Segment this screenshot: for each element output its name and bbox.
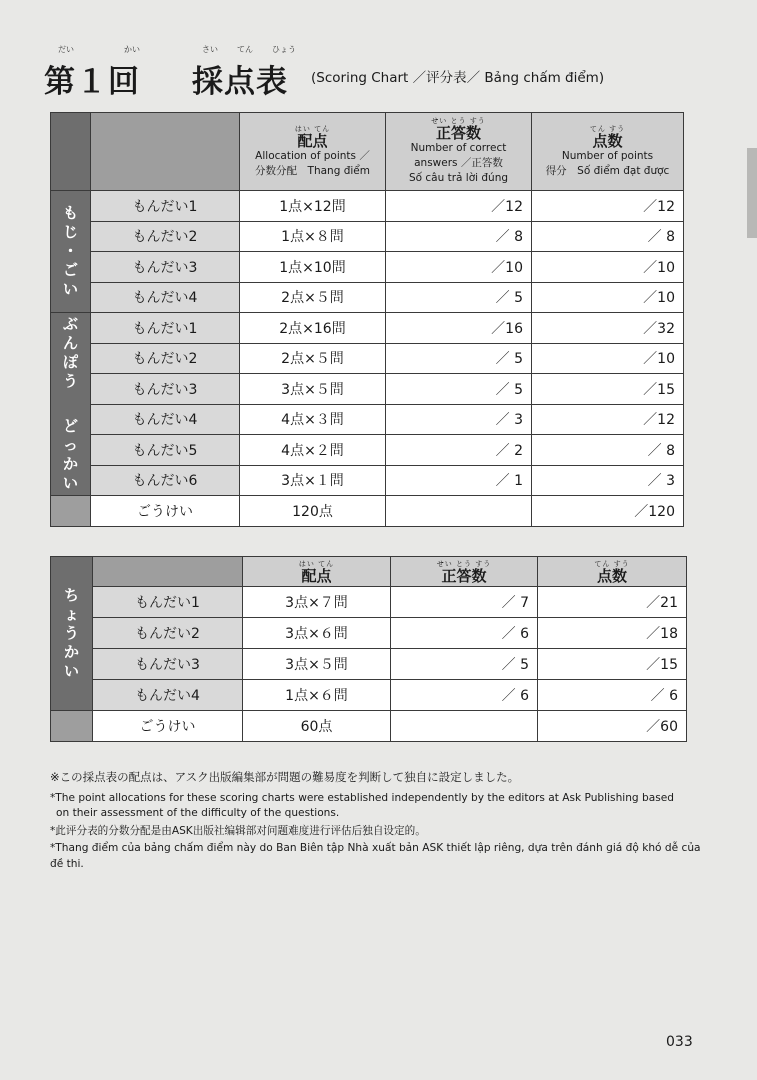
- scoring-table-2: [50, 556, 687, 742]
- table-row: [51, 649, 687, 680]
- row-points: ／12: [532, 191, 684, 222]
- table-row: [51, 435, 684, 466]
- total-allocation: 120点: [240, 496, 386, 527]
- table-row: [51, 465, 684, 496]
- header-sub: Number of correct: [410, 142, 507, 154]
- total-points: ／120: [532, 496, 684, 527]
- row-label: もんだい1: [91, 313, 240, 344]
- row-correct: ／ 5: [391, 649, 538, 680]
- row-label: もんだい3: [91, 374, 240, 405]
- row-points: ／21: [538, 587, 687, 618]
- category-char: い: [63, 662, 79, 680]
- row-allocation: 1点×８問: [240, 221, 386, 252]
- row-label: もんだい2: [93, 618, 243, 649]
- row-label: もんだい4: [93, 680, 243, 711]
- table1-corner-label: [91, 113, 240, 191]
- row-allocation: 4点×３問: [240, 404, 386, 435]
- header-sub: answers ／正答数: [414, 157, 503, 169]
- row-label: もんだい4: [91, 282, 240, 313]
- row-correct: ／ 1: [386, 465, 532, 496]
- row-allocation: 3点×６問: [243, 618, 391, 649]
- header-main: 正答数: [441, 566, 487, 585]
- header-ruby: てん すう: [594, 559, 630, 568]
- row-correct: ／16: [386, 313, 532, 344]
- header-main: 配点: [301, 566, 332, 585]
- row-correct: ／ 2: [386, 435, 532, 466]
- table-row: [51, 680, 687, 711]
- total-correct-blank: [386, 496, 532, 527]
- category-char: ご: [62, 261, 78, 279]
- header-main: 配点: [297, 131, 328, 150]
- table-row: [51, 404, 684, 435]
- row-correct: ／ 6: [391, 618, 538, 649]
- category-char: ぶ: [62, 315, 78, 333]
- header-ruby: せい とう すう: [431, 117, 486, 125]
- category-char: ど: [62, 417, 78, 435]
- table-row: [51, 343, 684, 374]
- note-english-line1: *The point allocations for these scoring charts were established independently by the editors at Ask Publishing based: [50, 791, 675, 804]
- page-edge-tab: [747, 148, 757, 238]
- row-allocation: 3点×７問: [243, 587, 391, 618]
- table2-total-row: [51, 711, 687, 742]
- category-bunpou-dokkai: [51, 313, 91, 496]
- row-points: ／10: [532, 252, 684, 283]
- category-char: か: [62, 455, 78, 473]
- header-sub: Allocation of points ／: [255, 149, 370, 162]
- category-char: か: [63, 643, 79, 661]
- row-points: ／15: [538, 649, 687, 680]
- row-label: もんだい3: [93, 649, 243, 680]
- row-points: ／12: [532, 404, 684, 435]
- header-main: 点数: [596, 566, 627, 585]
- row-points: ／15: [532, 374, 684, 405]
- category-char: じ: [62, 223, 78, 241]
- row-correct: ／ 8: [386, 221, 532, 252]
- row-allocation: 2点×５問: [240, 282, 386, 313]
- header-sub: 分数分配 Thang điểm: [255, 164, 370, 177]
- row-label: もんだい1: [91, 191, 240, 222]
- row-points: ／32: [532, 313, 684, 344]
- table2-corner-label: [93, 557, 243, 587]
- row-label: もんだい5: [91, 435, 240, 466]
- row-points: ／ 3: [532, 465, 684, 496]
- header-sub: Số câu trả lời đúng: [408, 172, 509, 184]
- table1-corner: [51, 113, 91, 191]
- title-round-number: 第１回: [44, 64, 140, 100]
- title-ruby-sai: さい: [202, 45, 218, 54]
- total-corner: [51, 711, 93, 742]
- title-main: 採点表: [192, 64, 288, 100]
- category-char: う: [62, 372, 78, 390]
- table-row: [51, 252, 684, 283]
- row-allocation: 1点×６問: [243, 680, 391, 711]
- table1-total-row: [51, 496, 684, 527]
- table1-header-points: [532, 113, 684, 191]
- total-corner: [51, 496, 91, 527]
- table1-header-allocation: [240, 113, 386, 191]
- row-label: もんだい2: [91, 343, 240, 374]
- table2-header-points: [538, 557, 687, 587]
- row-correct: ／ 3: [386, 404, 532, 435]
- category-moji-goi: [51, 191, 91, 313]
- row-allocation: 1点×10問: [240, 252, 386, 283]
- header-ruby: せい とう すう: [436, 559, 492, 568]
- total-correct-blank: [391, 711, 538, 742]
- row-correct: ／ 6: [391, 680, 538, 711]
- row-points: ／18: [538, 618, 687, 649]
- table-row: [51, 313, 684, 344]
- page-number: 033: [666, 1034, 693, 1050]
- row-allocation: 3点×５問: [240, 374, 386, 405]
- row-points: ／10: [532, 282, 684, 313]
- category-char: い: [62, 280, 78, 298]
- row-points: ／10: [532, 343, 684, 374]
- row-label: もんだい6: [91, 465, 240, 496]
- category-choukai: [51, 557, 93, 711]
- table1-header-row: [51, 113, 684, 191]
- row-label: もんだい1: [93, 587, 243, 618]
- total-label: ごうけい: [93, 711, 243, 742]
- header-ruby: はい てん: [294, 124, 331, 133]
- table-row: [51, 618, 687, 649]
- row-label: もんだい3: [91, 252, 240, 283]
- row-correct: ／ 5: [386, 343, 532, 374]
- header-ruby: はい てん: [298, 559, 335, 568]
- category-char: う: [63, 624, 79, 642]
- header-main: 正答数: [435, 124, 481, 142]
- table2-header-row: [51, 557, 687, 587]
- category-char: ょ: [63, 605, 79, 623]
- footnotes: [50, 770, 710, 875]
- table-row: [51, 374, 684, 405]
- row-points: ／ 8: [532, 435, 684, 466]
- category-char: ぽ: [62, 353, 78, 371]
- note-chinese: *此评分表的分数分配是由ASK出版社编辑部对问题难度进行评估后独自设定的。: [50, 824, 426, 837]
- category-char: ち: [63, 586, 79, 604]
- note-english-line2: on their assessment of the difficulty of the questions.: [56, 807, 340, 820]
- total-points: ／60: [538, 711, 687, 742]
- title-ruby-kai: かい: [124, 45, 140, 54]
- title-ruby-ten: てん: [237, 45, 253, 54]
- note-japanese: ※この採点表の配点は、アスク出版編集部が問題の難易度を判断して独自に設定しました。: [50, 770, 520, 784]
- scoring-table-1: [50, 112, 684, 527]
- row-correct: ／ 5: [386, 282, 532, 313]
- row-correct: ／ 7: [391, 587, 538, 618]
- header-main: 点数: [592, 131, 623, 150]
- row-allocation: 4点×２問: [240, 435, 386, 466]
- row-allocation: 3点×５問: [243, 649, 391, 680]
- row-correct: ／12: [386, 191, 532, 222]
- table2-header-correct: [391, 557, 538, 587]
- category-char: っ: [62, 436, 78, 454]
- table-row: [51, 191, 684, 222]
- header-sub: Number of points: [561, 149, 654, 162]
- header-sub: 得分 Số điểm đạt được: [545, 164, 670, 177]
- table-row: [51, 282, 684, 313]
- category-char: ん: [62, 334, 78, 352]
- row-points: ／ 6: [538, 680, 687, 711]
- category-char: も: [62, 204, 78, 222]
- row-allocation: 2点×５問: [240, 343, 386, 374]
- note-vietnamese: *Thang điểm của bảng chấm điểm này do Ban Biên tập Nhà xuất bản ASK thiết lập riêng, dựa trên đánh giá độ khó dễ của đề thi.: [50, 842, 701, 870]
- row-allocation: 1点×12問: [240, 191, 386, 222]
- row-correct: ／ 5: [386, 374, 532, 405]
- row-correct: ／10: [386, 252, 532, 283]
- table1-header-correct: [386, 113, 532, 191]
- header-ruby: てん すう: [589, 124, 626, 133]
- total-label: ごうけい: [91, 496, 240, 527]
- category-char: い: [62, 474, 78, 492]
- table2-header-allocation: [243, 557, 391, 587]
- row-points: ／ 8: [532, 221, 684, 252]
- row-allocation: 3点×１問: [240, 465, 386, 496]
- category-char: ・: [62, 242, 78, 260]
- table-row: [51, 587, 687, 618]
- title-subtitle: (Scoring Chart ／评分表／ Bảng chấm điểm): [311, 70, 605, 86]
- row-label: もんだい2: [91, 221, 240, 252]
- title-ruby-dai: だい: [58, 45, 74, 54]
- row-allocation: 2点×16問: [240, 313, 386, 344]
- title-ruby-hyou: ひょう: [272, 45, 296, 54]
- row-label: もんだい4: [91, 404, 240, 435]
- table-row: [51, 221, 684, 252]
- total-allocation: 60点: [243, 711, 391, 742]
